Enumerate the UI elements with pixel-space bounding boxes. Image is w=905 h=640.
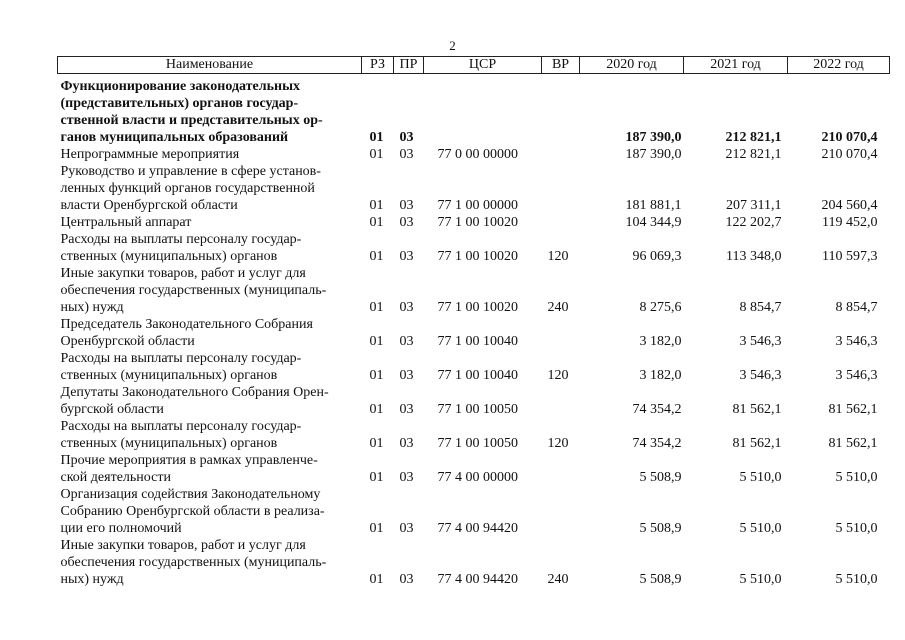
cell-2020: 187 390,0 [625, 130, 682, 145]
table-row [58, 163, 890, 214]
row-name-line: бургской области [60, 402, 164, 417]
cell-2020: 5 508,9 [639, 572, 682, 587]
row-name-line: ных) нужд [60, 572, 124, 587]
table-row [58, 486, 890, 537]
cell-2020: 5 508,9 [639, 470, 682, 485]
cell-csr: 77 1 00 10020 [437, 215, 518, 230]
cell-csr: 77 1 00 10020 [437, 249, 518, 264]
cell-csr: 77 1 00 00000 [437, 198, 518, 213]
row-name-line: Непрограммные мероприятия [60, 147, 240, 162]
cell-2021: 212 821,1 [725, 130, 782, 145]
cell-csr: 77 4 00 94420 [437, 572, 518, 587]
cell-rz: 01 [369, 300, 384, 315]
row-name-line: (представительных) органов государ- [60, 96, 299, 111]
cell-rz: 01 [369, 130, 384, 145]
cell-2022: 5 510,0 [835, 521, 878, 536]
table-row [58, 74, 890, 147]
table-row [58, 265, 890, 316]
row-name-line: Председатель Законодательного Собрания [60, 317, 313, 332]
row-name [58, 231, 362, 265]
cell-pr: 03 [399, 572, 414, 587]
cell-rz: 01 [369, 521, 384, 536]
cell-2022: 204 560,4 [821, 198, 878, 213]
cell-2021: 207 311,1 [726, 198, 782, 213]
row-name [58, 74, 362, 147]
cell-2021: 212 821,1 [725, 147, 782, 162]
cell-pr: 03 [399, 436, 414, 451]
cell-rz: 01 [369, 368, 384, 383]
row-name-line: Расходы на выплаты персоналу государ- [60, 419, 302, 434]
cell-csr: 77 1 00 10050 [437, 436, 518, 451]
header-csr: ЦСР [424, 57, 542, 74]
table-row [58, 214, 890, 231]
cell-2022: 119 452,0 [822, 215, 878, 230]
cell-vr [542, 163, 580, 214]
cell-pr: 03 [399, 402, 414, 417]
cell-rz: 01 [369, 249, 384, 264]
row-name-line: обеспечения государственных (муниципаль- [60, 283, 327, 298]
cell-2021: 122 202,7 [725, 215, 782, 230]
cell-csr: 77 1 00 10040 [437, 334, 518, 349]
row-name-line: Функционирование законодательных [60, 79, 301, 94]
row-name [58, 146, 362, 163]
cell-2022: 210 070,4 [821, 147, 878, 162]
cell-vr [542, 452, 580, 486]
cell-2020: 181 881,1 [625, 198, 682, 213]
cell-2022: 110 597,3 [822, 249, 878, 264]
header-row [58, 57, 890, 74]
cell-rz: 01 [369, 147, 384, 162]
header-name: Наименование [58, 57, 362, 74]
cell-csr: 77 1 00 10040 [437, 368, 518, 383]
cell-vr [542, 486, 580, 537]
cell-2022: 3 546,3 [835, 368, 878, 383]
cell-vr: 240 [547, 572, 569, 587]
cell-2020: 96 069,3 [632, 249, 682, 264]
row-name-line: Иные закупки товаров, работ и услуг для [60, 538, 306, 553]
header-2021: 2021 год [684, 57, 788, 74]
cell-csr: 77 1 00 10020 [437, 300, 518, 315]
cell-2021: 5 510,0 [739, 572, 782, 587]
cell-2021: 8 854,7 [739, 300, 782, 315]
cell-rz: 01 [369, 402, 384, 417]
header-2022: 2022 год [788, 57, 890, 74]
cell-vr [542, 74, 580, 147]
cell-csr: 77 4 00 94420 [437, 521, 518, 536]
row-name-line: ции его полномочий [60, 521, 182, 536]
page-number: 2 [449, 38, 456, 53]
cell-vr: 120 [547, 249, 569, 264]
table-row [58, 537, 890, 588]
cell-csr: 77 4 00 00000 [437, 470, 518, 485]
cell-pr: 03 [399, 300, 414, 315]
row-name-line: Оренбургской области [60, 334, 195, 349]
header-rz: РЗ [362, 57, 394, 74]
cell-vr: 240 [547, 300, 569, 315]
cell-pr: 03 [399, 215, 414, 230]
cell-rz: 01 [369, 572, 384, 587]
cell-2020: 104 344,9 [625, 215, 682, 230]
cell-pr: 03 [399, 521, 414, 536]
table-row [58, 384, 890, 418]
cell-2022: 81 562,1 [828, 436, 878, 451]
cell-2020: 74 354,2 [632, 402, 682, 417]
budget-table [57, 56, 890, 588]
table-row [58, 350, 890, 384]
row-name-line: Организация содействия Законодательному [60, 487, 321, 502]
row-name [58, 350, 362, 384]
row-name [58, 418, 362, 452]
cell-csr [424, 74, 542, 147]
cell-2022: 5 510,0 [835, 572, 878, 587]
cell-2021: 113 348,0 [726, 249, 782, 264]
cell-2022: 8 854,7 [835, 300, 878, 315]
cell-2021: 3 546,3 [739, 334, 782, 349]
row-name-line: Депутаты Законодательного Собрания Орен- [60, 385, 329, 400]
cell-2022: 5 510,0 [835, 470, 878, 485]
cell-pr: 03 [399, 249, 414, 264]
row-name-line: ственной власти и представительных ор- [60, 113, 323, 128]
row-name [58, 214, 362, 231]
header-2020: 2020 год [580, 57, 684, 74]
row-name-line: ственных (муниципальных) органов [60, 436, 278, 451]
cell-2020: 187 390,0 [625, 147, 682, 162]
cell-vr [542, 214, 580, 231]
row-name-line: обеспечения государственных (муниципаль- [60, 555, 327, 570]
cell-rz: 01 [369, 436, 384, 451]
row-name-line: ственных (муниципальных) органов [60, 368, 278, 383]
cell-vr: 120 [547, 368, 569, 383]
cell-2020: 5 508,9 [639, 521, 682, 536]
cell-2020: 74 354,2 [632, 436, 682, 451]
cell-2021: 3 546,3 [739, 368, 782, 383]
cell-pr: 03 [399, 130, 414, 145]
row-name-line: Иные закупки товаров, работ и услуг для [60, 266, 306, 281]
cell-2020: 3 182,0 [639, 368, 682, 383]
cell-2021: 81 562,1 [732, 436, 782, 451]
row-name [58, 265, 362, 316]
cell-2022: 3 546,3 [835, 334, 878, 349]
cell-rz: 01 [369, 334, 384, 349]
row-name-line: ственных (муниципальных) органов [60, 249, 278, 264]
row-name-line: ской деятельности [60, 470, 171, 485]
cell-2020: 3 182,0 [639, 334, 682, 349]
cell-rz: 01 [369, 198, 384, 213]
cell-csr: 77 0 00 00000 [437, 147, 518, 162]
cell-pr: 03 [399, 470, 414, 485]
row-name-line: Расходы на выплаты персоналу государ- [60, 351, 302, 366]
cell-vr: 120 [547, 436, 569, 451]
row-name-line: Расходы на выплаты персоналу государ- [60, 232, 302, 247]
table-row [58, 146, 890, 163]
cell-pr: 03 [399, 147, 414, 162]
row-name-line: Руководство и управление в сфере установ- [60, 164, 321, 179]
row-name-line: ганов муниципальных образований [60, 130, 289, 145]
cell-2021: 81 562,1 [732, 402, 782, 417]
cell-2022: 81 562,1 [828, 402, 878, 417]
header-pr: ПР [394, 57, 424, 74]
cell-pr: 03 [399, 198, 414, 213]
row-name-line: Собранию Оренбургской области в реализа- [60, 504, 325, 519]
header-vr: ВР [542, 57, 580, 74]
cell-rz: 01 [369, 470, 384, 485]
cell-pr: 03 [399, 334, 414, 349]
row-name [58, 537, 362, 588]
cell-vr [542, 384, 580, 418]
cell-2021: 5 510,0 [739, 470, 782, 485]
cell-rz: 01 [369, 215, 384, 230]
row-name-line: ных) нужд [60, 300, 124, 315]
row-name-line: ленных функций органов государственной [60, 181, 315, 196]
cell-2022: 210 070,4 [821, 130, 878, 145]
row-name [58, 384, 362, 418]
row-name [58, 163, 362, 214]
cell-2021: 5 510,0 [739, 521, 782, 536]
row-name [58, 316, 362, 350]
row-name-line: власти Оренбургской области [60, 198, 238, 213]
row-name [58, 452, 362, 486]
row-name-line: Прочие мероприятия в рамках управленче- [60, 453, 318, 468]
cell-2020: 8 275,6 [639, 300, 682, 315]
table-row [58, 316, 890, 350]
cell-csr: 77 1 00 10050 [437, 402, 518, 417]
row-name-line: Центральный аппарат [60, 215, 192, 230]
table-row [58, 418, 890, 452]
cell-vr [542, 146, 580, 163]
table-body [58, 74, 890, 589]
cell-vr [542, 316, 580, 350]
cell-pr: 03 [399, 368, 414, 383]
row-name [58, 486, 362, 537]
table-row [58, 452, 890, 486]
table-row [58, 231, 890, 265]
